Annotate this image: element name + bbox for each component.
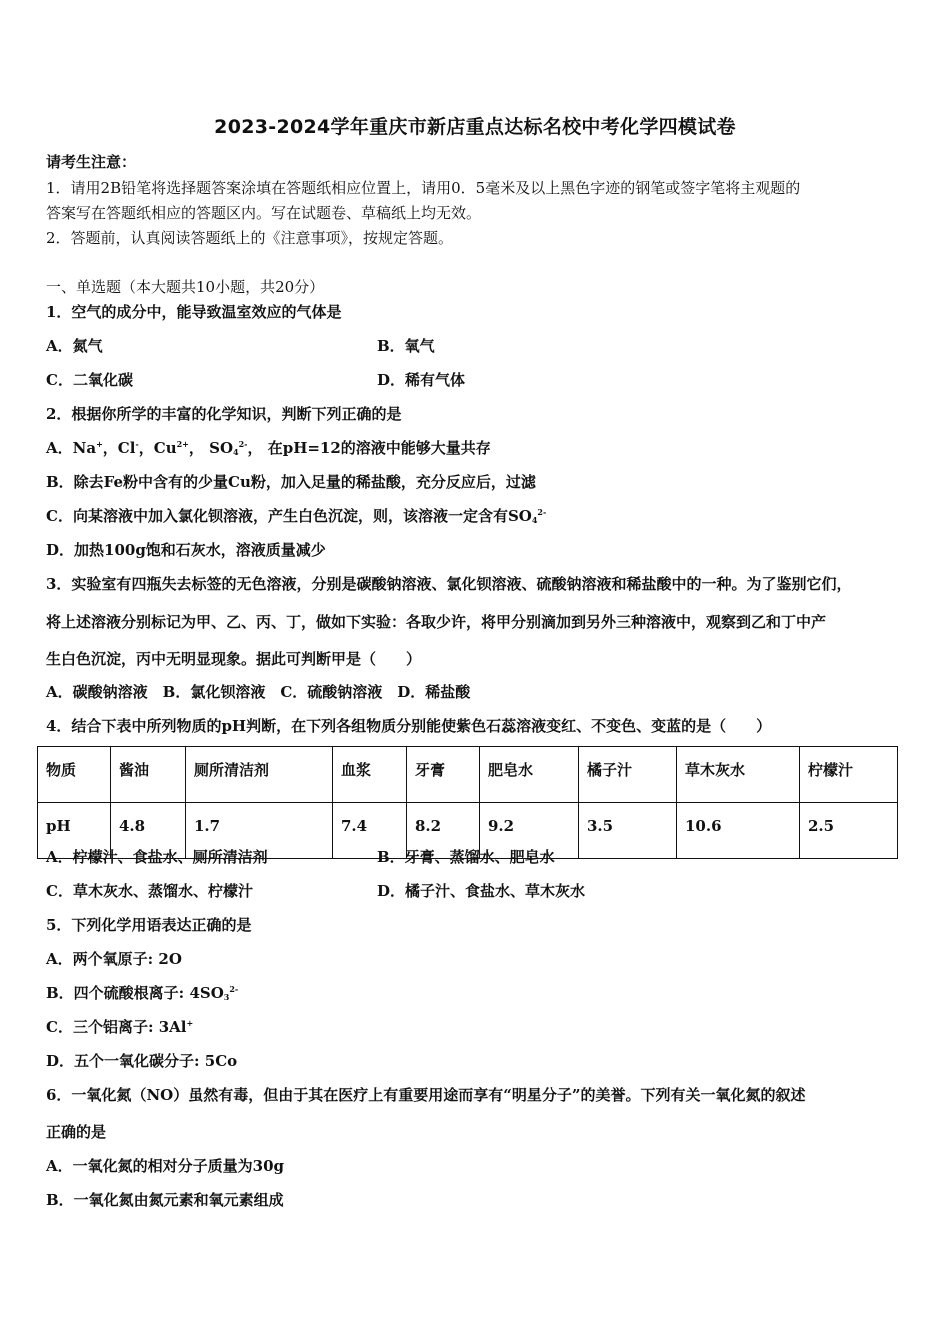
question-4-option-a: A．柠檬汁、食盐水、厕所清洁剂 <box>46 848 268 866</box>
question-6-option-a: A．一氧化氮的相对分子质量为30g <box>46 1157 285 1175</box>
table-cell: 橘子汁 <box>579 747 677 803</box>
question-4-option-d: D．橘子汁、食盐水、草木灰水 <box>377 882 586 900</box>
question-1-stem: 1．空气的成分中，能导致温室效应的气体是 <box>46 303 342 321</box>
question-4-stem: 4．结合下表中所列物质的pH判断，在下列各组物质分别能使紫色石蕊溶液变红、不变色、变蓝的是（ ） <box>46 717 772 735</box>
question-2-option-a: A．Na+，Cl-，$Cu^{2+}$， $SO_4^{2-}$， 在pH=12的溶液中能够大量共存 <box>46 439 491 457</box>
table-cell: 9.2 <box>480 803 579 859</box>
question-5-option-c: C．三个铝离子: 3Al+ <box>46 1018 194 1036</box>
notice-heading: 请考生注意： <box>46 153 137 171</box>
question-2-option-d: D．加热100g饱和石灰水，溶液质量减少 <box>46 541 326 559</box>
table-row <box>38 747 898 803</box>
question-3-line-3: 生白色沉淀，丙中无明显现象。据此可判断甲是（ ） <box>46 650 422 668</box>
table-cell: 10.6 <box>677 803 800 859</box>
question-5-option-a: A．两个氧原子: 2O <box>46 950 182 968</box>
table-cell: 柠檬汁 <box>800 747 898 803</box>
question-5-option-b: B．四个硫酸根离子: $4SO_3^{2-}$ <box>46 984 239 1002</box>
question-4-option-b: B．牙膏、蒸馏水、肥皂水 <box>377 848 555 866</box>
table-cell: 酱油 <box>111 747 186 803</box>
question-1-option-a: A．氮气 <box>46 337 103 355</box>
table-cell: 血浆 <box>333 747 407 803</box>
table-cell: 7.4 <box>333 803 407 859</box>
question-2-option-b: B．除去Fe粉中含有的少量Cu粉，加入足量的稀盐酸，充分反应后，过滤 <box>46 473 536 491</box>
question-1-option-d: D．稀有气体 <box>377 371 466 389</box>
question-6-option-b: B．一氧化氮由氮元素和氧元素组成 <box>46 1191 284 1209</box>
table-cell: 8.2 <box>407 803 480 859</box>
page-title: 2023-2024学年重庆市新店重点达标名校中考化学四模试卷 <box>214 116 736 138</box>
question-5-option-d: D．五个一氧化碳分子: 5Co <box>46 1052 238 1070</box>
question-1-option-c: C．二氧化碳 <box>46 371 133 389</box>
table-cell: 2.5 <box>800 803 898 859</box>
table-cell: pH <box>38 803 111 859</box>
question-4-option-c: C．草木灰水、蒸馏水、柠檬汁 <box>46 882 253 900</box>
question-6-line-1: 6．一氧化氮（NO）虽然有毒，但由于其在医疗上有重要用途而享有“明星分子”的美誉。下列有关一氧化氮的叙述 <box>46 1086 806 1104</box>
notice-line-1: 1．请用2B铅笔将选择题答案涂填在答题纸相应位置上，请用0．5毫米及以上黑色字迹的钢笔或签字笔将主观题的 <box>46 179 801 197</box>
question-3-line-1: 3．实验室有四瓶失去标签的无色溶液，分别是碳酸钠溶液、氯化钡溶液、硫酸钠溶液和稀盐酸中的一种。为了鉴别它们， <box>46 575 852 593</box>
question-6-line-2: 正确的是 <box>46 1123 107 1141</box>
question-2-option-c: C．向某溶液中加入氯化钡溶液，产生白色沉淀，则，该溶液一定含有$SO_4^{2-}$ <box>46 507 547 525</box>
table-cell: 草木灰水 <box>677 747 800 803</box>
table-cell: 物质 <box>38 747 111 803</box>
question-3-options: A．碳酸钠溶液 B．氯化钡溶液 C．硫酸钠溶液 D．稀盐酸 <box>46 683 471 701</box>
table-cell: 肥皂水 <box>480 747 579 803</box>
table-cell: 1.7 <box>186 803 333 859</box>
table-cell: 3.5 <box>579 803 677 859</box>
notice-line-2: 答案写在答题纸相应的答题区内。写在试题卷、草稿纸上均无效。 <box>46 204 482 222</box>
question-2-stem: 2．根据你所学的丰富的化学知识，判断下列正确的是 <box>46 405 402 423</box>
section-heading: 一、单选题（本大题共10小题，共20分） <box>46 278 325 296</box>
notice-line-3: 2．答题前，认真阅读答题纸上的《注意事项》，按规定答题。 <box>46 229 454 247</box>
table-cell: 4.8 <box>111 803 186 859</box>
table-cell: 牙膏 <box>407 747 480 803</box>
table-cell: 厕所清洁剂 <box>186 747 333 803</box>
question-5-stem: 5．下列化学用语表达正确的是 <box>46 916 252 934</box>
question-1-option-b: B．氧气 <box>377 337 435 355</box>
question-3-line-2: 将上述溶液分别标记为甲、乙、丙、丁，做如下实验：各取少许，将甲分别滴加到另外三种溶液中，观察到乙和丁中产 <box>46 613 827 631</box>
ph-table <box>37 746 898 859</box>
